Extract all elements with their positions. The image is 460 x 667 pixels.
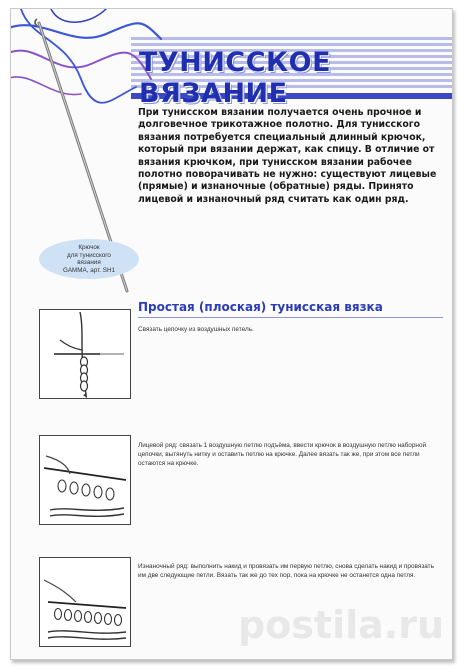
figure-chain	[39, 309, 131, 399]
section-title: Простая (плоская) тунисская вязка	[138, 300, 383, 314]
forward-row-illustration	[40, 436, 130, 524]
step-1-text: Связать цепочку из воздушных петель.	[138, 326, 254, 333]
book-page	[10, 8, 453, 660]
page-title: ТУНИССКОЕ ВЯЗАНИЕ	[139, 47, 332, 109]
step-3-text: Изнаночный ряд: выполнить накид и провязать им первую петлю, снова сделать накид и провязать им две следующие петли. Вязать так же до тех пор, пока на крючке не останется одна петля.	[138, 563, 434, 579]
return-row-illustration	[40, 558, 130, 646]
section-divider	[138, 317, 443, 318]
hook-caption: Крючок для тунисского вязания GAMMA, арт. SH1	[62, 244, 116, 274]
figure-forward-row	[39, 435, 131, 525]
step-2-text: Лицевой ряд: связать 1 воздушную петлю подъёма, ввести крючок в воздушную петлю наборной цепочки, вытянуть нитку и оставить петлю на крючке. Далее вязать так же, при этом все петли остаются на крючке.	[138, 442, 427, 467]
intro-paragraph: При тунисском вязании получается очень прочное и долговечное трикотажное полотно. Для тунисского вязания потребуется специальный длинный крючок, который при вязании держат, как спицу. В отличие от вязания крючком, при тунисском вязании рабочее полотно поворачивать не нужно: существуют лицевые (прямые) и изнаночные (обратные) ряды. Принято лицевой и изнаночный ряд считать как один ряд.	[138, 107, 437, 205]
chain-illustration	[40, 310, 130, 398]
figure-return-row	[39, 557, 131, 647]
watermark: postila.ru	[237, 603, 444, 647]
hook-caption-bubble	[39, 239, 139, 279]
